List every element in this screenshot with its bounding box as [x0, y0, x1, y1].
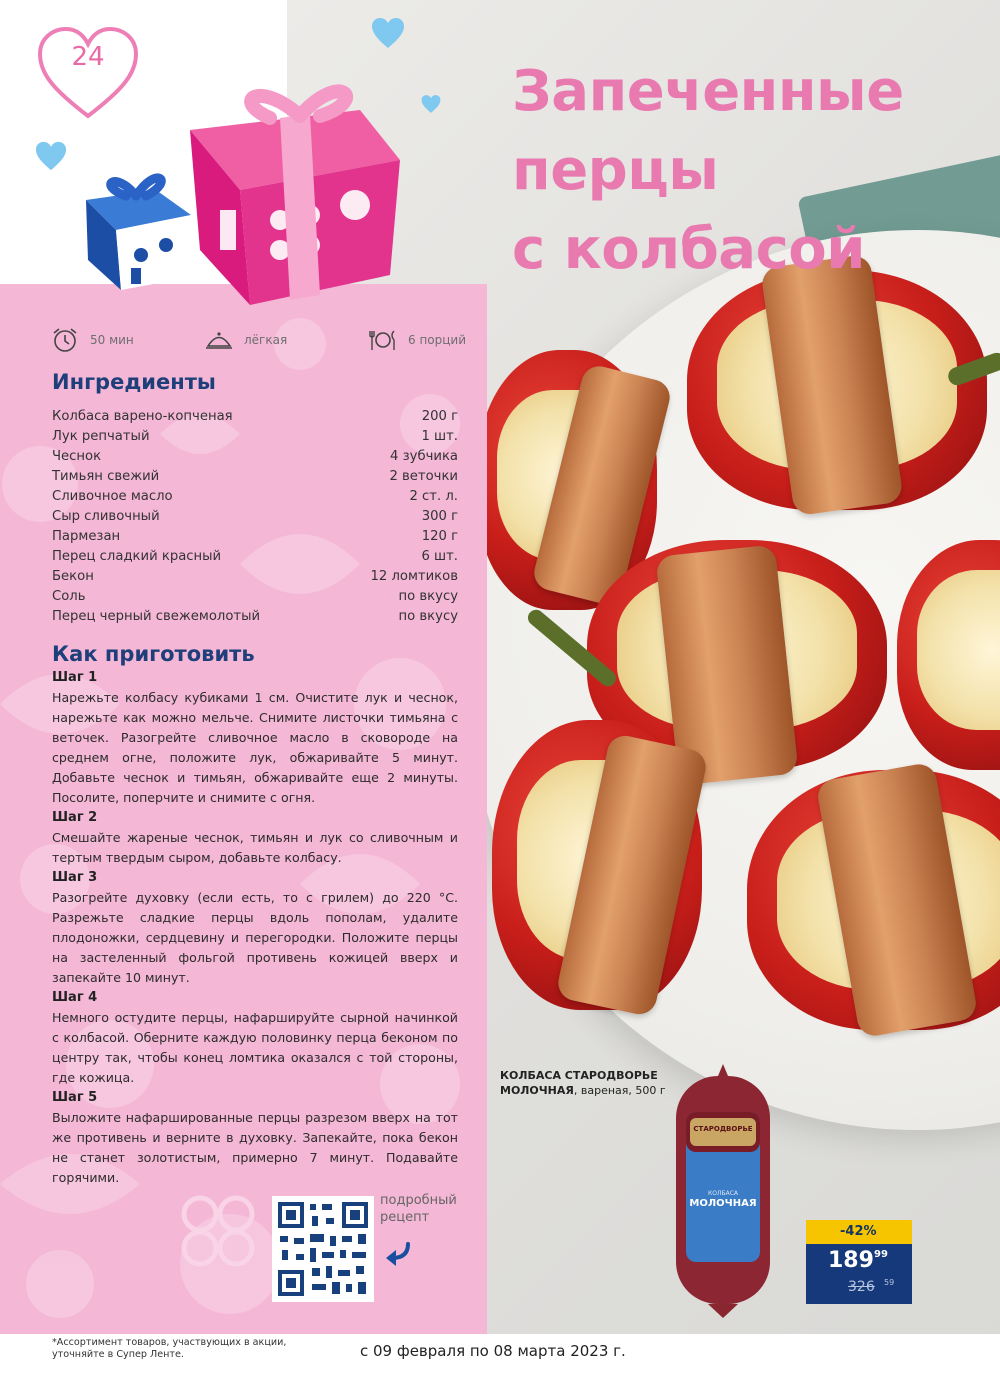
- qr-label-line: подробный: [380, 1193, 457, 1208]
- package-kind: КОЛБАСА: [707, 1190, 738, 1197]
- serving-cloche-icon: [204, 325, 234, 355]
- discount-badge: -42%: [806, 1220, 912, 1244]
- meta-time: [50, 325, 134, 355]
- title-line: перцы: [512, 138, 719, 203]
- product-name: МОЛОЧНАЯ: [500, 1084, 574, 1097]
- meta-servings: [368, 325, 466, 355]
- step-title: Шаг 1: [52, 670, 98, 685]
- price-box: [806, 1244, 912, 1304]
- package-name: МОЛОЧНАЯ: [689, 1198, 757, 1209]
- price-current-rub: 189: [828, 1248, 874, 1273]
- cook-time: 50 мин: [90, 333, 134, 347]
- ingredient-name: Соль: [52, 589, 86, 604]
- ingredient-amount: 2 ст. л.: [409, 489, 458, 504]
- alarm-clock-icon: [50, 325, 80, 355]
- arrow-curved-icon: [382, 1240, 414, 1268]
- ingredient-name: Сливочное масло: [52, 489, 173, 504]
- ingredient-row: [52, 487, 458, 507]
- title-line: с колбасой: [512, 217, 865, 282]
- qr-code[interactable]: [272, 1196, 374, 1302]
- step-title: Шаг 2: [52, 810, 98, 825]
- ingredient-amount: 4 зубчика: [390, 449, 458, 464]
- ingredient-amount: 300 г: [421, 509, 458, 524]
- ingredient-name: Лук репчатый: [52, 429, 150, 444]
- ingredient-amount: 120 г: [421, 529, 458, 544]
- step-title: Шаг 5: [52, 1090, 98, 1105]
- footnote: *Ассортимент товаров, участвующих в акции, уточняйте в Супер Ленте.: [52, 1337, 287, 1360]
- gift-box-icon: [160, 70, 410, 310]
- heart-icon: [34, 140, 68, 172]
- step-text: Немного остудите перцы, нафаршируйте сырной начинкой с колбасой. Оберните каждую половинку перца беконом по центру так, чтобы конец ломтика оказался с той стороны, где кожица.: [52, 1010, 458, 1085]
- ingredient-amount: 200 г: [421, 409, 458, 424]
- ingredient-name: Тимьян свежий: [52, 469, 160, 484]
- ingredients-list: [52, 407, 458, 627]
- ingredient-amount: 2 веточки: [389, 469, 458, 484]
- package-brand: СТАРОДВОРЬЕ: [693, 1125, 753, 1133]
- ingredient-name: Перец черный свежемолотый: [52, 609, 261, 624]
- ingredient-row: [52, 527, 458, 547]
- page-number: 24: [71, 42, 105, 72]
- ingredient-name: Колбаса варено-копченая: [52, 409, 233, 424]
- qr-label-line: рецепт: [380, 1210, 430, 1225]
- method-heading: Как приготовить: [52, 642, 255, 666]
- fork-knife-plate-icon: [368, 325, 398, 355]
- qr-code-icon: [272, 1196, 374, 1302]
- heart-icon: [420, 94, 442, 114]
- ingredient-amount: 12 ломтиков: [370, 569, 458, 584]
- qr-label: [380, 1192, 457, 1226]
- ingredient-name: Сыр сливочный: [52, 509, 160, 524]
- step-text: Выложите нафаршированные перцы разрезом вверх на тот же противень и верните в духовку. Запекайте, пока бекон не станет золотистым, примерно 7 минут. Подавайте горячими.: [52, 1110, 458, 1185]
- step-title: Шаг 4: [52, 990, 98, 1005]
- stuffed-pepper: [492, 720, 702, 1010]
- stuffed-pepper: [687, 270, 987, 510]
- ingredient-name: Перец сладкий красный: [52, 549, 222, 564]
- step-text: Смешайте жареные чеснок, тимьян и лук со сливочным и тертым твердым сыром, добавьте колбасу.: [52, 830, 458, 865]
- ingredient-amount: 6 шт.: [421, 549, 458, 564]
- price-old-kop: 59: [884, 1278, 895, 1287]
- heart-icon: [370, 16, 406, 50]
- ingredient-amount: по вкусу: [398, 609, 458, 624]
- step-title: Шаг 3: [52, 870, 98, 885]
- step-text: Нарежьте колбасу кубиками 1 см. Очистите лук и чеснок, нарежьте как можно мельче. Снимите листочки тимьяна с веточек. Разогрейте сливочное масло в сковороде на среднем огне, положите лук, обжаривайте 5 минут. Добавьте чеснок и тимьян, обжаривайте еще 2 минуты. Посолите, поперчите и снимите с огня.: [52, 690, 458, 805]
- ingredient-row: [52, 567, 458, 587]
- ingredients-heading: Ингредиенты: [52, 370, 216, 394]
- ingredient-row: [52, 587, 458, 607]
- servings: 6 порций: [408, 333, 467, 347]
- gift-box-icon: [76, 160, 196, 295]
- ingredient-amount: 1 шт.: [421, 429, 458, 444]
- heart-badge-icon: [34, 24, 142, 124]
- stuffed-pepper: [747, 770, 1000, 1030]
- price-current-kop: 99: [874, 1249, 888, 1260]
- ingredient-row: [52, 607, 458, 627]
- method-steps: [52, 668, 458, 1188]
- ingredient-name: Пармезан: [52, 529, 121, 544]
- ingredient-row: [52, 467, 458, 487]
- ingredient-name: Чеснок: [52, 449, 102, 464]
- difficulty: лёгкая: [244, 333, 288, 347]
- product-name: КОЛБАСА СТАРОДВОРЬЕ: [500, 1069, 658, 1082]
- ingredient-row: [52, 447, 458, 467]
- price-tag: [806, 1220, 912, 1304]
- stuffed-pepper: [897, 540, 1000, 770]
- step-text: Разогрейте духовку (если есть, то с грилем) до 220 °С. Разрежьте сладкие перцы вдоль пополам, удалите плодоножки, сердцевину и перегородки. Положите перцы на застеленный фольгой противень кожицей вверх и запекайте 10 минут.: [52, 890, 458, 985]
- price-old-rub: 326: [848, 1279, 875, 1295]
- ingredient-row: [52, 427, 458, 447]
- recipe-title: [512, 52, 992, 289]
- promo-dates: с 09 февраля по 08 марта 2023 г.: [360, 1342, 626, 1360]
- ingredient-amount: по вкусу: [398, 589, 458, 604]
- ingredient-row: [52, 507, 458, 527]
- product-detail: , вареная, 500 г: [573, 1084, 666, 1097]
- product-caption: [500, 1068, 666, 1098]
- ingredient-row: [52, 547, 458, 567]
- ingredient-row: [52, 407, 458, 427]
- ingredient-name: Бекон: [52, 569, 94, 584]
- meta-difficulty: [204, 325, 287, 355]
- title-line: Запеченные: [512, 59, 904, 124]
